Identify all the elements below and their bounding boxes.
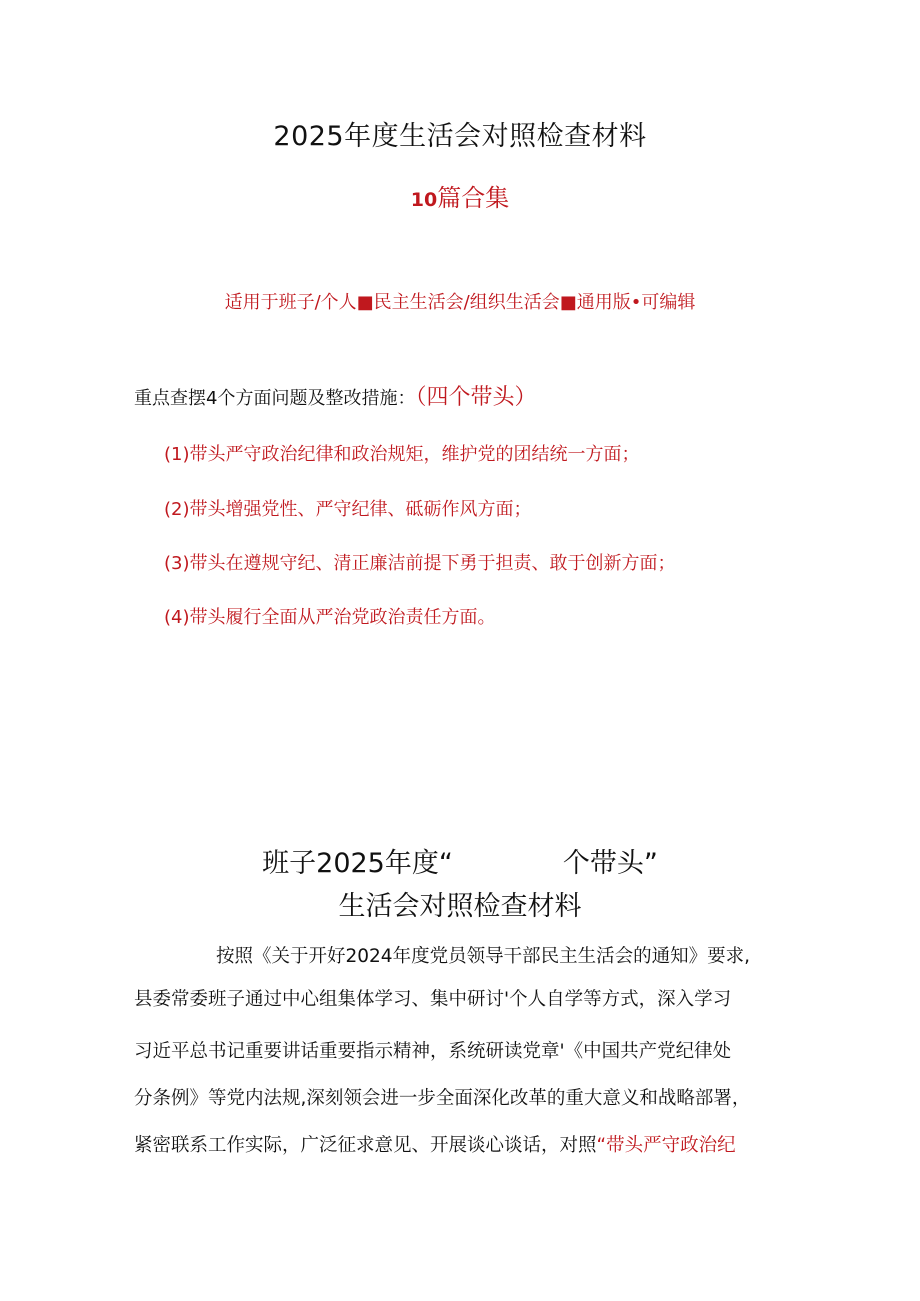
body-line-1: 按照《关于开好2024年度党员领导干部民主生活会的通知》要求, [216, 946, 750, 967]
focus-point-1: (1)带头严守政治纪律和政治规矩，维护党的团结统一方面； [164, 444, 640, 465]
body-line-2: 县委常委班子通过中心组集体学习、集中研讨'个人自学等方式，深入学习 [134, 989, 732, 1010]
section-title-part-2: 个带头” [562, 848, 658, 879]
collection-count: 10 [410, 189, 438, 211]
collection-label: 篇合集 [437, 184, 510, 212]
focus-intro-text: 重点查摆4个方面问题及整改措施： [134, 388, 416, 409]
section-subtitle: 生活会对照检查材料 [338, 891, 582, 922]
body-line-5 [134, 1131, 736, 1157]
focus-highlight: （四个带头） [415, 385, 537, 410]
focus-intro-line [134, 380, 536, 411]
body-red-quote: “带头严守政治纪 [596, 1135, 736, 1156]
body-line-5-text: 紧密联系工作实际，广泛征求意见、开展谈心谈话，对照 [134, 1135, 597, 1156]
collection-subtitle [0, 178, 920, 213]
focus-point-2: (2)带头增强党性、严守纪律、砥砺作风方面； [164, 499, 532, 520]
section-title [0, 841, 920, 880]
focus-point-4: (4)带头履行全面从严治党政治责任方面。 [164, 607, 496, 628]
body-line-3: 习近平总书记重要讲话重要指示精神，系统研读党章'《中国共产党纪律处 [134, 1041, 732, 1062]
focus-point-3: (3)带头在遵规守纪、清正廉洁前提下勇于担责、敢于创新方面； [164, 553, 676, 574]
main-title: 2025年度生活会对照检查材料 [273, 121, 647, 152]
usage-tagline: 适用于班子/个人■民主生活会/组织生活会■通用版•可编辑 [224, 292, 696, 313]
body-line-4: 分条例》等党内法规,深刻领会进一步全面深化改革的重大意义和战略部署， [134, 1088, 751, 1109]
section-title-part-1: 班子2025年度“ [262, 848, 453, 879]
